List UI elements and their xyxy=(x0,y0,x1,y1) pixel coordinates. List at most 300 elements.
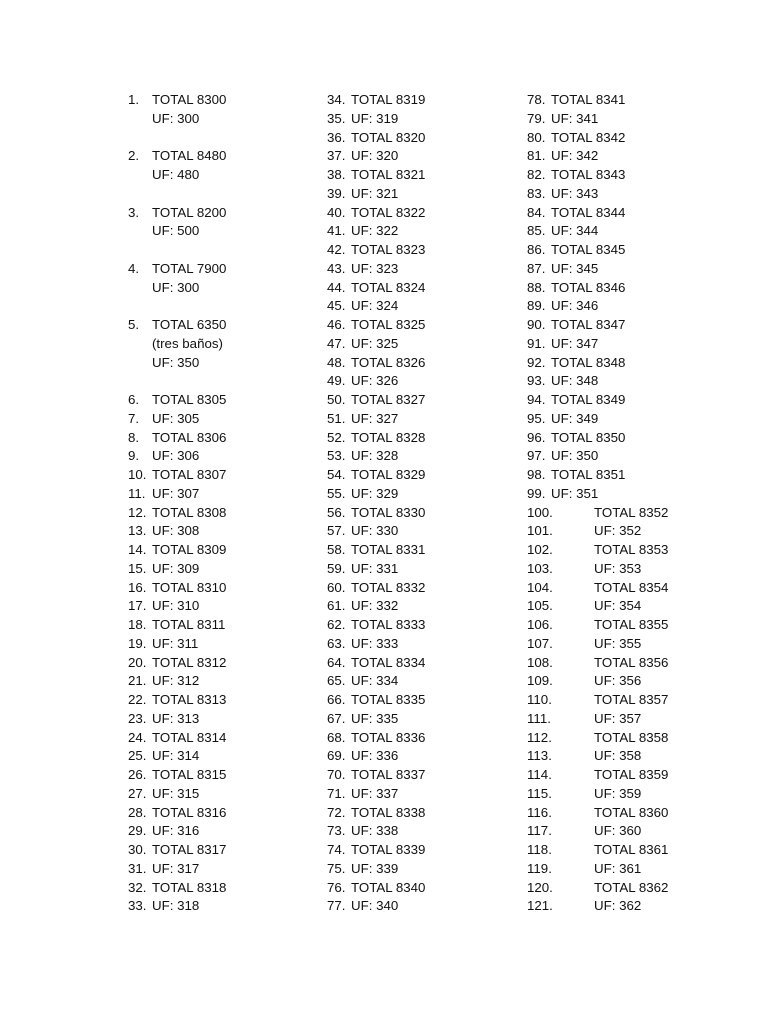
list-item xyxy=(327,110,425,129)
list-item-text: TOTAL 8357 xyxy=(594,692,669,707)
list-item xyxy=(128,391,226,410)
list-item-number: 54. xyxy=(327,467,346,482)
list-item-number: 35. xyxy=(327,110,346,126)
list-item-number: 19. xyxy=(128,635,147,651)
list-item xyxy=(327,635,425,654)
list-item-text: UF: 359 xyxy=(594,785,642,801)
list-item-number: 8. xyxy=(128,429,140,445)
list-item xyxy=(327,560,425,579)
list-item-number: 32. xyxy=(128,879,147,895)
list-item-text: TOTAL 8320 xyxy=(351,129,426,145)
list-item xyxy=(128,541,226,560)
list-item xyxy=(327,316,425,335)
list-item xyxy=(128,522,226,541)
list-item-text: UF: 341 xyxy=(551,110,599,126)
list-item-text: UF: 338 xyxy=(351,823,399,839)
list-item-number xyxy=(128,335,152,354)
list-item-text: TOTAL 8305 xyxy=(152,392,227,407)
list-item-number: 96. xyxy=(527,429,546,445)
list-item-number: 49. xyxy=(327,373,346,389)
list-item-number: 100. xyxy=(527,504,553,520)
list-item-text: UF: 342 xyxy=(551,148,599,164)
list-item-number: 29. xyxy=(128,823,147,839)
list-item xyxy=(327,129,425,148)
list-item xyxy=(527,579,668,598)
list-item xyxy=(128,710,226,729)
list-item-text: UF: 358 xyxy=(594,748,642,764)
list-item-number: 25. xyxy=(128,748,147,764)
list-item-number: 111. xyxy=(527,710,551,726)
list-item xyxy=(527,860,668,879)
list-item-text: UF: 321 xyxy=(351,185,399,201)
list-item xyxy=(128,654,226,673)
list-item-text: TOTAL 8336 xyxy=(351,729,426,745)
list-item xyxy=(327,579,425,598)
list-item xyxy=(527,260,668,279)
list-item-number: 22. xyxy=(128,692,147,707)
list-item xyxy=(128,504,226,523)
list-item-number xyxy=(128,166,152,185)
list-item-text: UF: 357 xyxy=(594,710,642,726)
list-item-number: 41. xyxy=(327,223,346,239)
list-item xyxy=(128,747,226,766)
list-item xyxy=(327,860,425,879)
list-item-text: UF: 340 xyxy=(351,898,399,914)
list-item xyxy=(327,391,425,410)
list-item-number: 117. xyxy=(527,823,552,839)
list-item-number: 5. xyxy=(128,317,140,332)
list-item-text: TOTAL 8318 xyxy=(152,879,227,895)
list-item xyxy=(527,466,668,485)
list-item-text: TOTAL 8350 xyxy=(551,429,626,445)
list-item-number xyxy=(128,222,152,241)
list-item-number: 74. xyxy=(327,842,346,857)
list-item-number xyxy=(128,279,152,298)
list-item-number: 84. xyxy=(527,204,546,220)
list-item xyxy=(327,185,425,204)
list-item-number: 65. xyxy=(327,673,346,689)
list-item-text: UF: 334 xyxy=(351,673,399,689)
list-item-number: 14. xyxy=(128,542,147,557)
list-item xyxy=(527,335,668,354)
list-item xyxy=(128,672,226,691)
list-item-text: TOTAL 8307 xyxy=(152,467,227,482)
list-item-number: 33. xyxy=(128,898,147,914)
list-item-number: 88. xyxy=(527,279,546,295)
list-item xyxy=(128,316,226,335)
list-item xyxy=(327,147,425,166)
list-item-number: 28. xyxy=(128,804,147,820)
list-item-number: 68. xyxy=(327,729,346,745)
list-item-text: UF: 312 xyxy=(152,673,200,689)
list-item-text: TOTAL 8351 xyxy=(551,467,626,482)
list-item xyxy=(128,485,226,504)
list-item-text: TOTAL 8480 xyxy=(152,148,227,164)
list-item xyxy=(128,147,226,166)
item-spacer xyxy=(128,372,226,391)
list-item-text: UF: 356 xyxy=(594,673,642,689)
list-item-number xyxy=(128,354,152,373)
list-item-text: (tres baños) xyxy=(152,335,223,351)
list-item xyxy=(128,447,226,466)
list-item-number: 63. xyxy=(327,635,346,651)
list-item-number: 91. xyxy=(527,335,546,351)
list-item-number: 64. xyxy=(327,654,346,670)
list-item-text: UF: 344 xyxy=(551,223,599,239)
list-item-number: 87. xyxy=(527,260,546,276)
list-item xyxy=(327,691,425,710)
list-item-text: TOTAL 8341 xyxy=(551,92,626,107)
list-item-text: UF: 307 xyxy=(152,485,200,501)
list-item-text: UF: 325 xyxy=(351,335,399,351)
list-item xyxy=(327,335,425,354)
list-item-number: 104. xyxy=(527,579,553,595)
list-item-text: TOTAL 8344 xyxy=(551,204,626,220)
list-item-text: UF: 352 xyxy=(594,523,642,539)
list-item xyxy=(327,841,425,860)
list-item-number: 62. xyxy=(327,617,346,632)
list-item-number xyxy=(128,110,152,129)
list-item-number: 82. xyxy=(527,167,546,182)
list-item-text: TOTAL 8354 xyxy=(594,579,669,595)
list-item-number: 81. xyxy=(527,148,546,164)
list-item xyxy=(527,616,668,635)
list-item xyxy=(327,654,425,673)
list-item xyxy=(128,335,226,354)
list-item xyxy=(327,879,425,898)
list-item xyxy=(527,110,668,129)
list-item xyxy=(527,841,668,860)
list-item-number: 77. xyxy=(327,898,346,914)
list-item-number: 97. xyxy=(527,448,546,464)
list-item-text: UF: 322 xyxy=(351,223,399,239)
list-item-number: 24. xyxy=(128,729,147,745)
list-item-number: 94. xyxy=(527,392,546,407)
list-item xyxy=(327,747,425,766)
list-item-text: TOTAL 8319 xyxy=(351,92,426,107)
list-item xyxy=(128,354,226,373)
list-item xyxy=(327,466,425,485)
list-item xyxy=(327,297,425,316)
list-item-number: 76. xyxy=(327,879,346,895)
list-item-number: 3. xyxy=(128,204,140,220)
list-item xyxy=(527,691,668,710)
list-item-text: UF: 316 xyxy=(152,823,200,839)
list-item-text: TOTAL 7900 xyxy=(152,260,227,276)
list-item-number: 34. xyxy=(327,92,346,107)
list-item-number: 73. xyxy=(327,823,346,839)
list-item-text: TOTAL 8353 xyxy=(594,542,669,557)
list-item xyxy=(527,879,668,898)
list-item xyxy=(128,635,226,654)
list-item xyxy=(527,672,668,691)
list-item xyxy=(327,485,425,504)
list-item-number: 70. xyxy=(327,767,346,782)
list-column-3 xyxy=(527,91,668,916)
list-item-text: TOTAL 6350 xyxy=(152,317,227,332)
list-item-number: 93. xyxy=(527,373,546,389)
list-item-text: UF: 336 xyxy=(351,748,399,764)
list-item-text: TOTAL 8316 xyxy=(152,804,227,820)
list-item-text: UF: 300 xyxy=(152,279,200,295)
list-item-text: TOTAL 8355 xyxy=(594,617,669,632)
list-item-text: UF: 355 xyxy=(594,635,642,651)
list-item-text: TOTAL 8328 xyxy=(351,429,426,445)
list-item-number: 79. xyxy=(527,110,546,126)
list-item-number: 42. xyxy=(327,242,346,257)
list-item xyxy=(327,785,425,804)
list-item xyxy=(527,541,668,560)
list-item-number: 17. xyxy=(128,598,147,614)
list-item-number: 106. xyxy=(527,617,553,632)
list-item-number: 18. xyxy=(128,617,147,632)
list-item-text: TOTAL 8346 xyxy=(551,279,626,295)
list-item-text: TOTAL 8300 xyxy=(152,92,227,107)
list-item-number: 105. xyxy=(527,598,553,614)
list-item-number: 58. xyxy=(327,542,346,557)
list-item xyxy=(327,354,425,373)
list-item-number: 16. xyxy=(128,579,147,595)
list-item xyxy=(327,260,425,279)
list-item-text: TOTAL 8343 xyxy=(551,167,626,182)
list-item-number: 45. xyxy=(327,298,346,314)
list-item-text: TOTAL 8329 xyxy=(351,467,426,482)
list-item-number: 27. xyxy=(128,785,147,801)
list-item xyxy=(327,204,425,223)
list-item-number: 43. xyxy=(327,260,346,276)
list-item xyxy=(128,616,226,635)
list-item-number: 67. xyxy=(327,710,346,726)
list-item xyxy=(527,222,668,241)
list-item-text: UF: 351 xyxy=(551,485,599,501)
list-item xyxy=(327,597,425,616)
list-item-number: 37. xyxy=(327,148,346,164)
list-item xyxy=(128,691,226,710)
list-item-text: TOTAL 8342 xyxy=(551,129,626,145)
list-item-number: 10. xyxy=(128,467,147,482)
list-item-number: 52. xyxy=(327,429,346,445)
list-item-number: 53. xyxy=(327,448,346,464)
list-item-number: 101. xyxy=(527,523,553,539)
list-item xyxy=(327,804,425,823)
list-item-number: 119. xyxy=(527,860,552,876)
list-item-text: TOTAL 8347 xyxy=(551,317,626,332)
list-item-number: 46. xyxy=(327,317,346,332)
list-item-number: 69. xyxy=(327,748,346,764)
list-item-text: UF: 314 xyxy=(152,748,200,764)
list-item xyxy=(128,110,226,129)
list-item-number: 57. xyxy=(327,523,346,539)
list-item xyxy=(527,129,668,148)
list-item-number: 83. xyxy=(527,185,546,201)
list-item-text: TOTAL 8359 xyxy=(594,767,669,782)
list-item-number: 59. xyxy=(327,560,346,576)
list-item-text: TOTAL 8356 xyxy=(594,654,669,670)
list-item xyxy=(128,804,226,823)
list-item-number: 15. xyxy=(128,560,147,576)
list-item-text: TOTAL 8335 xyxy=(351,692,426,707)
list-item-number: 47. xyxy=(327,335,346,351)
list-item xyxy=(327,447,425,466)
list-item-text: TOTAL 8324 xyxy=(351,279,426,295)
list-item-number: 40. xyxy=(327,204,346,220)
list-item xyxy=(128,841,226,860)
list-item-number: 20. xyxy=(128,654,147,670)
list-item-text: UF: 331 xyxy=(351,560,399,576)
list-item-text: TOTAL 8309 xyxy=(152,542,227,557)
list-item-text: UF: 309 xyxy=(152,560,200,576)
list-item-text: UF: 500 xyxy=(152,223,200,239)
list-item xyxy=(327,522,425,541)
list-item xyxy=(128,466,226,485)
list-item xyxy=(327,241,425,260)
list-item xyxy=(527,522,668,541)
list-item xyxy=(327,166,425,185)
list-item-number: 85. xyxy=(527,223,546,239)
list-item-number: 39. xyxy=(327,185,346,201)
list-item-text: TOTAL 8331 xyxy=(351,542,426,557)
list-item-text: UF: 330 xyxy=(351,523,399,539)
list-item xyxy=(128,204,226,223)
list-item-text: TOTAL 8338 xyxy=(351,804,426,820)
list-item xyxy=(327,91,425,110)
list-item-text: UF: 353 xyxy=(594,560,642,576)
list-item xyxy=(527,185,668,204)
list-item-text: UF: 308 xyxy=(152,523,200,539)
list-item xyxy=(327,897,425,916)
list-item xyxy=(527,316,668,335)
item-spacer xyxy=(128,297,226,316)
list-item xyxy=(128,279,226,298)
list-item-number: 56. xyxy=(327,504,346,520)
list-item-text: TOTAL 8325 xyxy=(351,317,426,332)
list-item-number: 89. xyxy=(527,298,546,314)
list-item-number: 118. xyxy=(527,842,552,857)
list-item xyxy=(527,204,668,223)
list-item-text: UF: 317 xyxy=(152,860,200,876)
list-item xyxy=(128,785,226,804)
list-item-text: TOTAL 8334 xyxy=(351,654,426,670)
list-item-text: TOTAL 8362 xyxy=(594,879,669,895)
list-item-number: 95. xyxy=(527,410,546,426)
list-item xyxy=(527,354,668,373)
list-item xyxy=(527,654,668,673)
list-item-text: UF: 306 xyxy=(152,448,200,464)
list-item-text: UF: 305 xyxy=(152,410,200,426)
list-item xyxy=(327,222,425,241)
list-item-text: UF: 333 xyxy=(351,635,399,651)
list-item-text: TOTAL 8360 xyxy=(594,804,669,820)
list-item-text: UF: 354 xyxy=(594,598,642,614)
list-item xyxy=(327,429,425,448)
item-spacer xyxy=(128,185,226,204)
list-item-number: 23. xyxy=(128,710,147,726)
list-item-text: UF: 311 xyxy=(152,635,199,651)
list-item-text: UF: 337 xyxy=(351,785,399,801)
list-item xyxy=(128,597,226,616)
list-item-number: 9. xyxy=(128,448,140,464)
item-spacer xyxy=(128,241,226,260)
list-item xyxy=(527,635,668,654)
list-item-text: UF: 332 xyxy=(351,598,399,614)
list-item-number: 116. xyxy=(527,804,552,820)
list-item-text: UF: 362 xyxy=(594,898,642,914)
list-item xyxy=(327,541,425,560)
list-item-text: UF: 343 xyxy=(551,185,599,201)
list-item-number: 50. xyxy=(327,392,346,407)
list-item-number: 92. xyxy=(527,354,546,370)
list-item xyxy=(128,579,226,598)
list-item-number: 30. xyxy=(128,842,147,857)
list-item-number: 110. xyxy=(527,692,552,707)
list-item-text: TOTAL 8332 xyxy=(351,579,426,595)
list-item-text: UF: 319 xyxy=(351,110,399,126)
list-item-number: 120. xyxy=(527,879,553,895)
list-item xyxy=(128,897,226,916)
list-item-text: UF: 347 xyxy=(551,335,599,351)
list-item-number: 36. xyxy=(327,129,346,145)
list-item-text: UF: 346 xyxy=(551,298,599,314)
list-item-text: UF: 323 xyxy=(351,260,399,276)
list-item-text: TOTAL 8317 xyxy=(152,842,227,857)
list-item-text: TOTAL 8326 xyxy=(351,354,426,370)
list-item-number: 121. xyxy=(527,898,553,914)
list-item xyxy=(327,672,425,691)
list-item xyxy=(327,729,425,748)
list-item-text: UF: 318 xyxy=(152,898,200,914)
list-item xyxy=(527,897,668,916)
list-item xyxy=(327,279,425,298)
list-item-number: 78. xyxy=(527,92,546,107)
list-item-text: UF: 350 xyxy=(551,448,599,464)
list-item-number: 114. xyxy=(527,767,552,782)
list-item-number: 2. xyxy=(128,148,140,164)
list-item-text: UF: 315 xyxy=(152,785,200,801)
list-item-number: 13. xyxy=(128,523,147,539)
list-item-text: TOTAL 8311 xyxy=(152,617,226,632)
list-item-text: UF: 480 xyxy=(152,167,200,182)
list-item-number: 51. xyxy=(327,410,346,426)
list-item-number: 4. xyxy=(128,260,140,276)
list-item-text: TOTAL 8312 xyxy=(152,654,227,670)
list-item xyxy=(128,766,226,785)
list-item xyxy=(527,785,668,804)
list-item-text: TOTAL 8349 xyxy=(551,392,626,407)
list-item-text: TOTAL 8361 xyxy=(594,842,669,857)
list-item xyxy=(128,860,226,879)
list-item-number: 71. xyxy=(327,785,346,801)
list-item xyxy=(128,429,226,448)
list-item-number: 98. xyxy=(527,467,546,482)
list-item-number: 6. xyxy=(128,392,140,407)
list-item xyxy=(128,879,226,898)
list-item-text: UF: 350 xyxy=(152,354,200,370)
list-item-text: TOTAL 8313 xyxy=(152,692,227,707)
list-item xyxy=(527,560,668,579)
list-item xyxy=(128,166,226,185)
list-item xyxy=(527,410,668,429)
list-item xyxy=(527,485,668,504)
list-item-text: UF: 328 xyxy=(351,448,399,464)
list-item-text: UF: 360 xyxy=(594,823,642,839)
list-item xyxy=(527,147,668,166)
list-item-text: TOTAL 8314 xyxy=(152,729,227,745)
list-item xyxy=(527,241,668,260)
list-item-number: 107. xyxy=(527,635,553,651)
list-item-text: UF: 300 xyxy=(152,110,200,126)
list-item xyxy=(327,616,425,635)
list-item-text: TOTAL 8337 xyxy=(351,767,426,782)
